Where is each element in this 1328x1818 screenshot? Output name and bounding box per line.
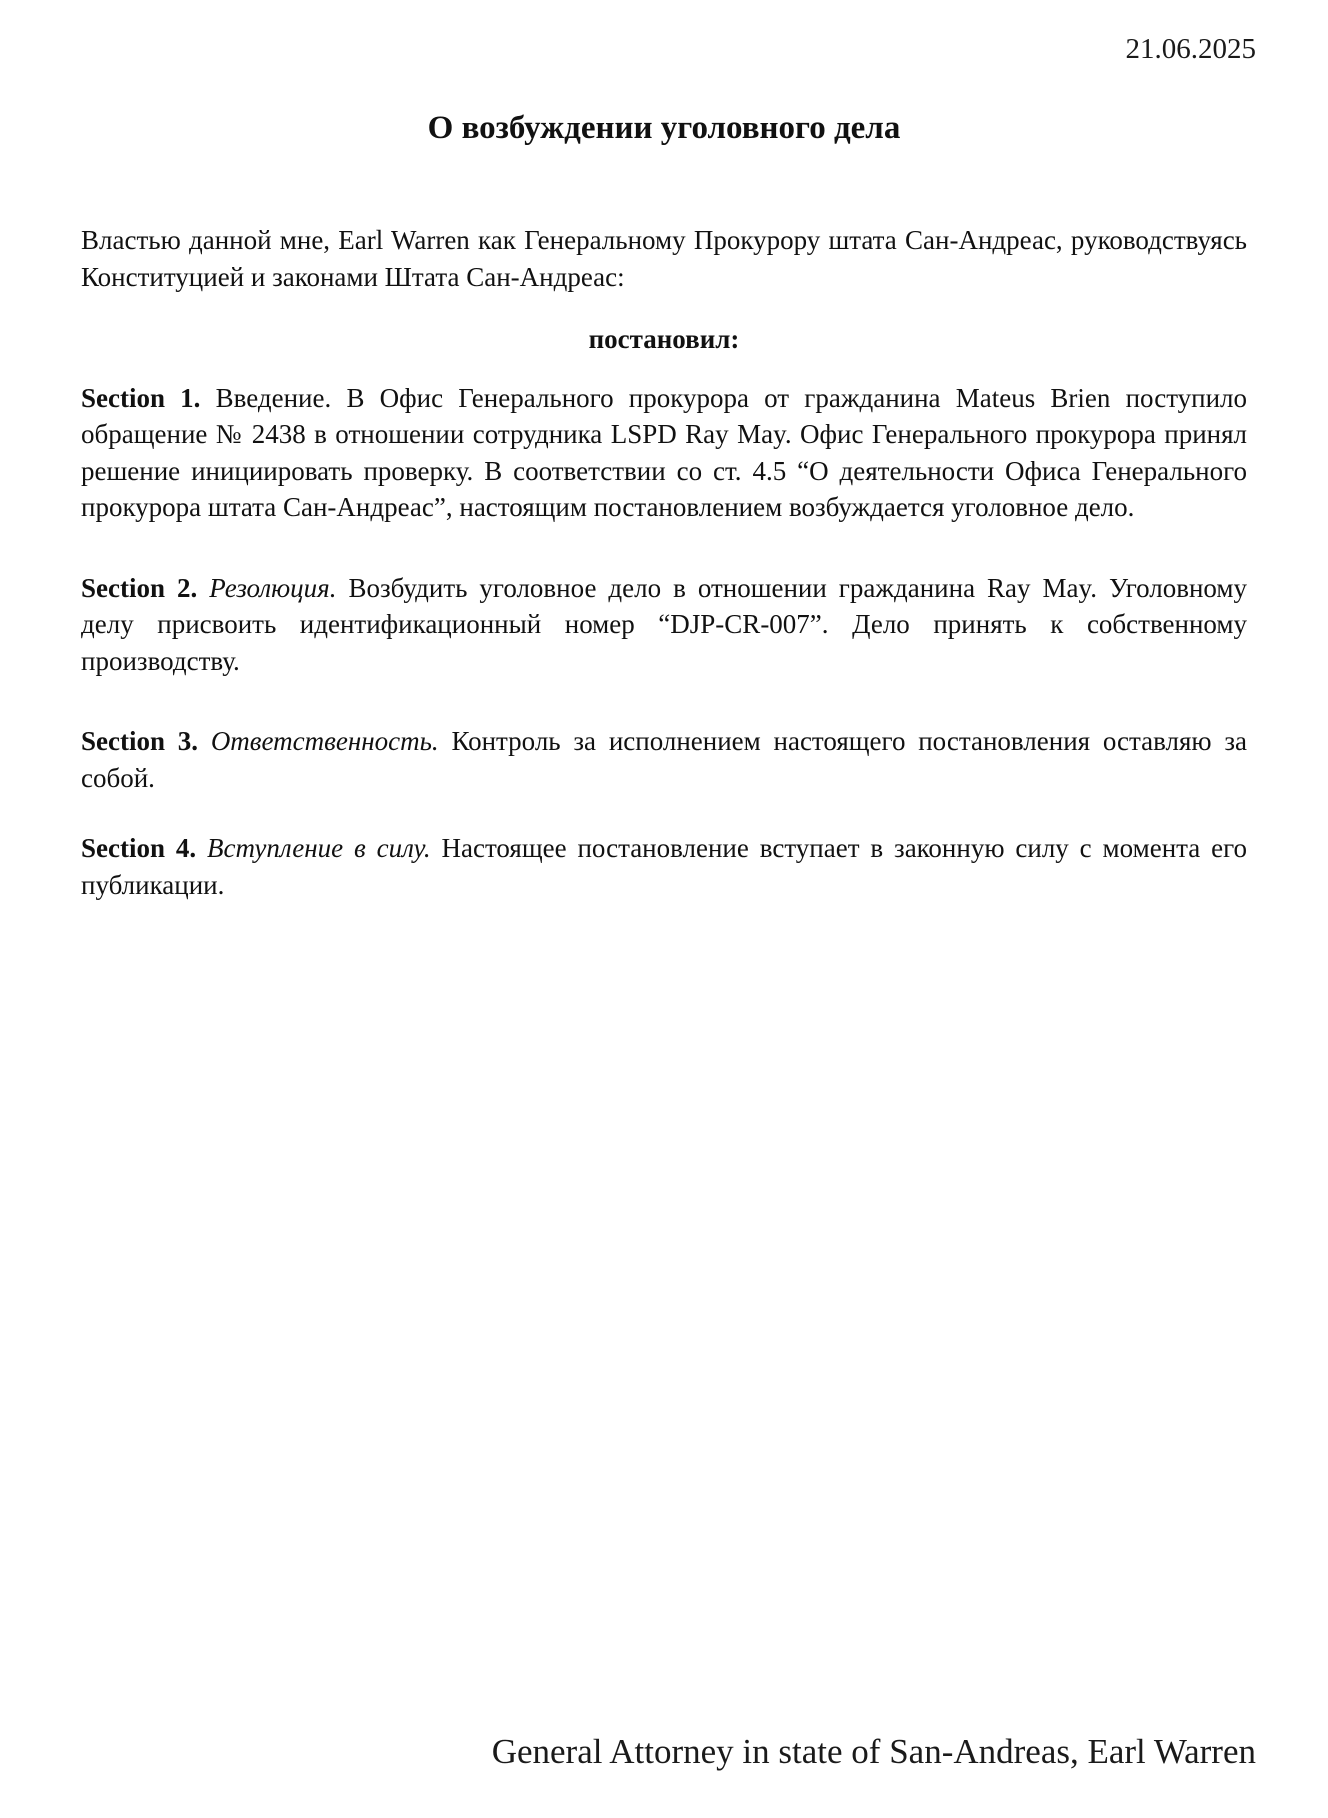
signature: General Attorney in state of San-Andreas, Earl Warren <box>491 1732 1256 1771</box>
section-1-text: В Офис Генерального прокурора от гражданина Mateus Brien поступило обращение № 2438 в отношении сотрудника LSPD Ray May. Офис Генерального прокурора принял решение инициировать проверку. В соответствии со ст. 4.5 “О деятельности Офиса Генерального прокурора штата Сан-Андреас”, настоящим постановлением возбуждается уголовное дело. <box>81 382 1248 522</box>
document-body <box>81 222 1247 947</box>
document-date: 21.06.2025 <box>1125 33 1256 65</box>
section-4 <box>81 830 1247 903</box>
decree-word: постановил: <box>588 324 740 354</box>
document-title: О возбуждении уголовного дела <box>427 110 901 146</box>
section-2-heading: Резолюция. <box>209 572 337 603</box>
section-4-text: Настоящее постановление вступает в законную силу с момента его публикации. <box>81 833 1248 900</box>
intro-paragraph: Властью данной мне, Earl Warren как Генеральному Прокурору штата Сан-Андреас, руководствуясь Конституцией и законами Штата Сан-Андреас: <box>81 225 1247 292</box>
section-2-label: Section 2. <box>81 572 198 603</box>
section-4-label: Section 4. <box>81 833 197 863</box>
section-3-heading: Ответственность. <box>210 726 439 756</box>
section-1-heading: Введение. <box>215 382 332 413</box>
section-4-heading: Вступление в силу. <box>207 833 431 863</box>
section-3 <box>81 723 1247 796</box>
section-3-text: Контроль за исполнением настоящего постановления оставляю за собой. <box>81 726 1247 793</box>
section-1-label: Section 1. <box>81 382 201 413</box>
section-1 <box>81 380 1247 526</box>
section-2-text: Возбудить уголовное дело в отношении гражданина Ray May. Уголовному делу присвоить идентификационный номер “DJP-CR-007”. Дело принять к собственному производству. <box>81 572 1248 676</box>
section-3-label: Section 3. <box>81 726 199 756</box>
section-2 <box>81 570 1247 680</box>
